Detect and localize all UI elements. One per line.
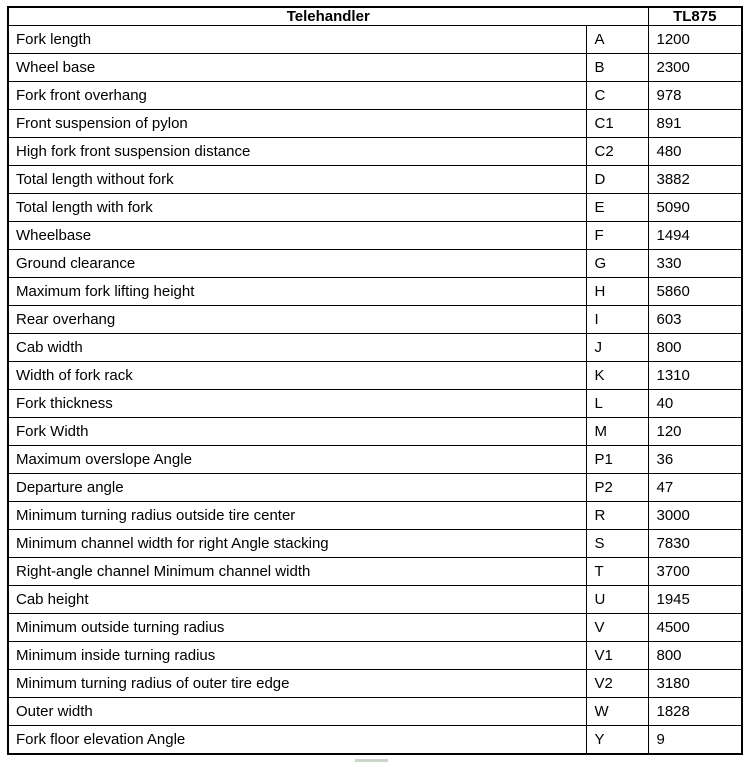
spec-value: 47: [648, 473, 742, 501]
telehandler-spec-table: [7, 6, 743, 755]
spec-code: H: [586, 277, 648, 305]
table-row: [8, 165, 742, 193]
spec-code: G: [586, 249, 648, 277]
table-row: [8, 445, 742, 473]
table-row: [8, 81, 742, 109]
spec-label: Total length with fork: [8, 193, 586, 221]
spec-value: 2300: [648, 53, 742, 81]
spec-value: 9: [648, 725, 742, 754]
table-row: [8, 501, 742, 529]
spec-label: Fork front overhang: [8, 81, 586, 109]
spec-code: C: [586, 81, 648, 109]
table-row: [8, 109, 742, 137]
spec-label: Right-angle channel Minimum channel width: [8, 557, 586, 585]
spec-label: Maximum overslope Angle: [8, 445, 586, 473]
spec-code: D: [586, 165, 648, 193]
table-row: [8, 333, 742, 361]
header-row: [8, 7, 742, 26]
table-row: [8, 529, 742, 557]
table-row: [8, 557, 742, 585]
table-row: [8, 305, 742, 333]
spec-label: Departure angle: [8, 473, 586, 501]
spec-label: Outer width: [8, 697, 586, 725]
spec-value: 40: [648, 389, 742, 417]
spec-code: Y: [586, 725, 648, 754]
table-row: [8, 585, 742, 613]
spec-label: Minimum turning radius outside tire center: [8, 501, 586, 529]
spec-value: 4500: [648, 613, 742, 641]
spec-label: Ground clearance: [8, 249, 586, 277]
spec-label: Wheelbase: [8, 221, 586, 249]
spec-value: 3700: [648, 557, 742, 585]
spec-value: 330: [648, 249, 742, 277]
table-row: [8, 613, 742, 641]
spec-value: 36: [648, 445, 742, 473]
table-row: [8, 473, 742, 501]
spec-value: 3000: [648, 501, 742, 529]
table-row: [8, 193, 742, 221]
spec-code: I: [586, 305, 648, 333]
spec-code: S: [586, 529, 648, 557]
spec-value: 800: [648, 333, 742, 361]
table-row: [8, 725, 742, 754]
spec-code: K: [586, 361, 648, 389]
spec-value: 1828: [648, 697, 742, 725]
spec-label: Fork floor elevation Angle: [8, 725, 586, 754]
model-header: TL875: [648, 7, 742, 26]
spec-label: Width of fork rack: [8, 361, 586, 389]
spec-code: U: [586, 585, 648, 613]
spec-value: 5860: [648, 277, 742, 305]
table-row: [8, 417, 742, 445]
spec-code: P2: [586, 473, 648, 501]
spec-label: Total length without fork: [8, 165, 586, 193]
spec-value: 800: [648, 641, 742, 669]
spec-value: 603: [648, 305, 742, 333]
spec-label: Fork Width: [8, 417, 586, 445]
spec-code: B: [586, 53, 648, 81]
spec-code: C1: [586, 109, 648, 137]
spec-value: 5090: [648, 193, 742, 221]
spec-label: Rear overhang: [8, 305, 586, 333]
table-row: [8, 669, 742, 697]
spec-code: T: [586, 557, 648, 585]
spec-code: V2: [586, 669, 648, 697]
spec-value: 1945: [648, 585, 742, 613]
table-row: [8, 221, 742, 249]
spec-value: 120: [648, 417, 742, 445]
spec-code: F: [586, 221, 648, 249]
spec-code: C2: [586, 137, 648, 165]
table-row: [8, 137, 742, 165]
spec-code: L: [586, 389, 648, 417]
spec-code: M: [586, 417, 648, 445]
spec-label: Cab height: [8, 585, 586, 613]
spec-code: J: [586, 333, 648, 361]
table-row: [8, 389, 742, 417]
spec-code: V: [586, 613, 648, 641]
spec-value: 978: [648, 81, 742, 109]
spec-code: W: [586, 697, 648, 725]
spec-label: Front suspension of pylon: [8, 109, 586, 137]
spec-label: Minimum channel width for right Angle stacking: [8, 529, 586, 557]
table-row: [8, 26, 742, 54]
spec-label: Maximum fork lifting height: [8, 277, 586, 305]
table-row: [8, 53, 742, 81]
spec-value: 480: [648, 137, 742, 165]
spec-code: E: [586, 193, 648, 221]
spec-label: Fork length: [8, 26, 586, 54]
table-row: [8, 249, 742, 277]
spec-label: Fork thickness: [8, 389, 586, 417]
spec-code: A: [586, 26, 648, 54]
table-row: [8, 697, 742, 725]
table-row: [8, 641, 742, 669]
spec-value: 1494: [648, 221, 742, 249]
table-row: [8, 277, 742, 305]
spec-value: 1200: [648, 26, 742, 54]
spec-label: Minimum turning radius of outer tire edge: [8, 669, 586, 697]
spec-code: P1: [586, 445, 648, 473]
spec-label: Wheel base: [8, 53, 586, 81]
spec-label: High fork front suspension distance: [8, 137, 586, 165]
table-title: Telehandler: [8, 7, 648, 26]
spec-value: 891: [648, 109, 742, 137]
spec-code: R: [586, 501, 648, 529]
spec-table-body: [8, 26, 742, 755]
spec-value: 3882: [648, 165, 742, 193]
spec-value: 3180: [648, 669, 742, 697]
spec-code: V1: [586, 641, 648, 669]
spec-label: Cab width: [8, 333, 586, 361]
spec-label: Minimum outside turning radius: [8, 613, 586, 641]
spec-label: Minimum inside turning radius: [8, 641, 586, 669]
table-row: [8, 361, 742, 389]
spec-value: 1310: [648, 361, 742, 389]
bottom-artifact-bar: [355, 759, 388, 762]
spec-value: 7830: [648, 529, 742, 557]
